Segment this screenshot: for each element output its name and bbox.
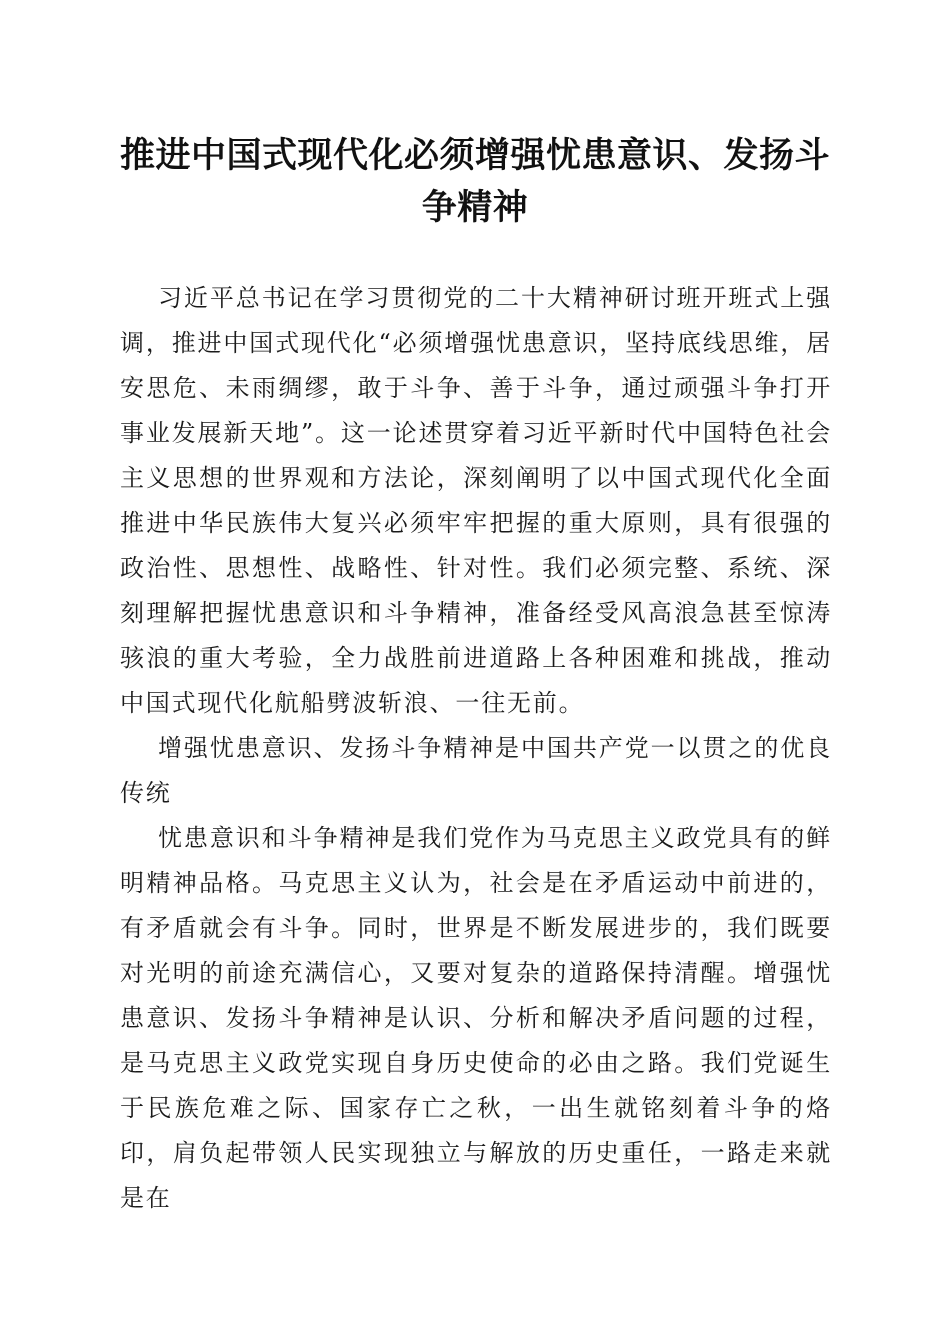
paragraph-intro: 习近平总书记在学习贯彻党的二十大精神研讨班开班式上强调，推进中国式现代化“必须增强忧患意识，坚持底线思维，居安思危、未雨绸缪，敢于斗争、善于斗争，通过顽强斗争打开事业发展新天地”。这一论述贯穿着习近平新时代中国特色社会主义思想的世界观和方法论，深刻阐明了以中国式现代化全面推进中华民族伟大复兴必须牢牢把握的重大原则，具有很强的政治性、思想性、战略性、针对性。我们必须完整、系统、深刻理解把握忧患意识和斗争精神，准备经受风高浪急甚至惊涛骇浪的重大考验，全力战胜前进道路上各种困难和挑战，推动中国式现代化航船劈波斩浪、一往无前。 (120, 284, 832, 717)
section-heading: 增强忧患意识、发扬斗争精神是中国共产党一以贯之的优良传统 (120, 734, 832, 807)
paragraph-section-1: 忧患意识和斗争精神是我们党作为马克思主义政党具有的鲜明精神品格。马克思主义认为，社会是在矛盾运动中前进的，有矛盾就会有斗争。同时，世界是不断发展进步的，我们既要对光明的前途充满信心，又要对复杂的道路保持清醒。增强忧患意识、发扬斗争精神是认识、分析和解决矛盾问题的过程，是马克思主义政党实现自身历史使命的必由之路。我们党诞生于民族危难之际、国家存亡之秋，一出生就铭刻着斗争的烙印，肩负起带领人民实现独立与解放的历史重任，一路走来就是在 (120, 824, 832, 1212)
document-title: 推进中国式现代化必须增强忧患意识、发扬斗争精神 (119, 135, 830, 228)
document-body (120, 276, 832, 1221)
